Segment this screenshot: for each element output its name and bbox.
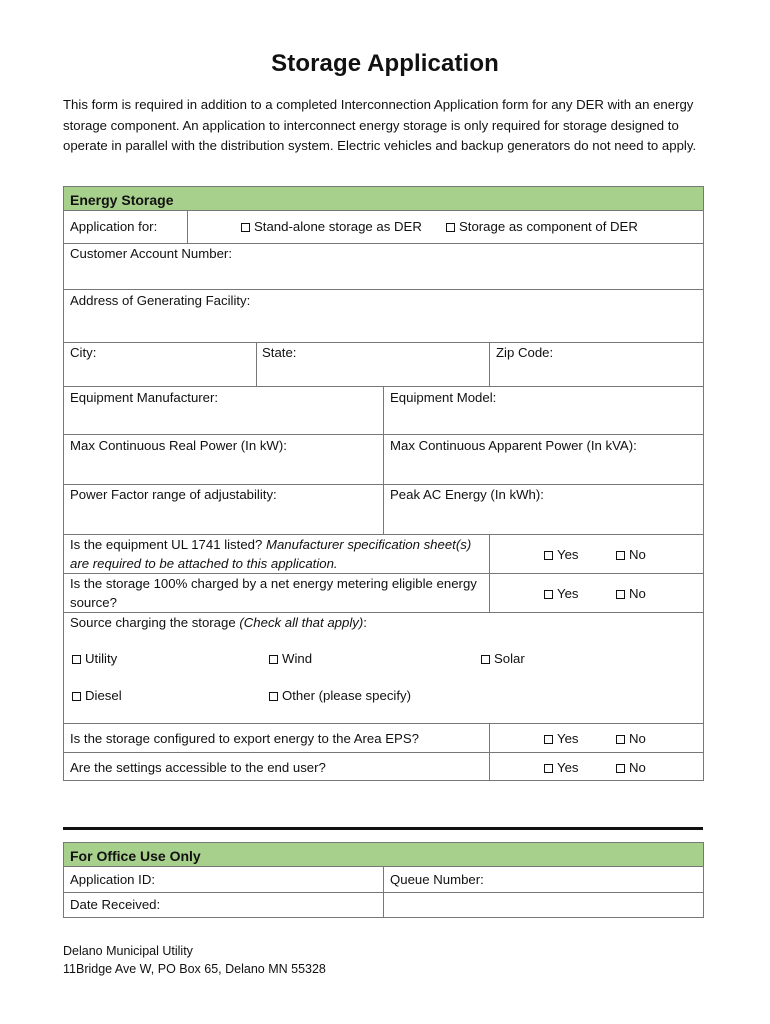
page-title: Storage Application — [271, 50, 499, 77]
source-charging-note: (Check all that apply) — [239, 615, 364, 630]
charged-question: Is the storage 100% charged by a net energy metering eligible energy source? — [70, 576, 477, 610]
diesel-label: Diesel — [85, 688, 122, 703]
settings-yes[interactable] — [544, 760, 579, 775]
solar-checkbox[interactable] — [481, 655, 490, 664]
ul1741-no-checkbox[interactable] — [616, 551, 625, 560]
ul1741-question-text: Is the equipment UL 1741 listed? — [70, 537, 266, 552]
wind-label: Wind — [282, 651, 313, 666]
source-charging-label — [70, 615, 367, 630]
standalone-checkbox[interactable] — [241, 223, 250, 232]
max-apparent-power-field[interactable]: Max Continuous Apparent Power (In kVA): — [390, 438, 637, 453]
source-solar[interactable] — [481, 651, 525, 666]
yes-label: Yes — [557, 586, 579, 601]
source-other[interactable] — [269, 688, 411, 703]
standalone-option[interactable] — [241, 219, 422, 234]
city-field[interactable]: City: — [70, 345, 97, 360]
export-yes[interactable] — [544, 731, 579, 746]
source-utility[interactable] — [72, 651, 117, 666]
ul1741-question — [70, 535, 482, 573]
no-label: No — [629, 760, 646, 775]
ul1741-no[interactable] — [616, 547, 646, 562]
state-field[interactable]: State: — [262, 345, 297, 360]
other-checkbox[interactable] — [269, 692, 278, 701]
solar-label: Solar — [494, 651, 525, 666]
wind-checkbox[interactable] — [269, 655, 278, 664]
component-checkbox[interactable] — [446, 223, 455, 232]
yes-label: Yes — [557, 547, 579, 562]
energy-storage-title: Energy Storage — [70, 192, 174, 208]
date-received-field[interactable]: Date Received: — [70, 897, 161, 912]
ul1741-spec-note: Manufacturer specification sheet(s) are required to be attached to this application. — [70, 537, 472, 571]
model-field[interactable]: Equipment Model: — [390, 390, 497, 405]
footer-address: 11Bridge Ave W, PO Box 65, Delano MN 55328 — [63, 962, 326, 976]
customer-account-field[interactable]: Customer Account Number: — [70, 246, 232, 261]
settings-no[interactable] — [616, 760, 646, 775]
section-divider — [63, 827, 703, 830]
settings-question: Are the settings accessible to the end user? — [70, 760, 326, 775]
footer-utility-name: Delano Municipal Utility — [63, 944, 193, 958]
address-field[interactable]: Address of Generating Facility: — [70, 293, 251, 308]
charged-yes[interactable] — [544, 586, 579, 601]
settings-no-checkbox[interactable] — [616, 764, 625, 773]
yes-label: Yes — [557, 731, 579, 746]
source-charging-colon: : — [363, 615, 367, 630]
manufacturer-field[interactable]: Equipment Manufacturer: — [70, 390, 219, 405]
component-label: Storage as component of DER — [459, 219, 638, 234]
source-diesel[interactable] — [72, 688, 122, 703]
queue-number-field[interactable]: Queue Number: — [390, 872, 484, 887]
max-real-power-field[interactable]: Max Continuous Real Power (In kW): — [70, 438, 287, 453]
power-factor-field[interactable]: Power Factor range of adjustability: — [70, 487, 277, 502]
no-label: No — [629, 731, 646, 746]
source-wind[interactable] — [269, 651, 312, 666]
export-yes-checkbox[interactable] — [544, 735, 553, 744]
application-id-field[interactable]: Application ID: — [70, 872, 156, 887]
zip-field[interactable]: Zip Code: — [496, 345, 554, 360]
charged-no[interactable] — [616, 586, 646, 601]
export-question: Is the storage configured to export energy to the Area EPS? — [70, 731, 419, 746]
settings-yes-checkbox[interactable] — [544, 764, 553, 773]
component-option[interactable] — [446, 219, 638, 234]
diesel-checkbox[interactable] — [72, 692, 81, 701]
application-for-label: Application for: — [70, 219, 158, 234]
charged-yes-checkbox[interactable] — [544, 590, 553, 599]
export-no-checkbox[interactable] — [616, 735, 625, 744]
yes-label: Yes — [557, 760, 579, 775]
charged-no-checkbox[interactable] — [616, 590, 625, 599]
other-label: Other (please specify) — [282, 688, 411, 703]
intro-paragraph: This form is required in addition to a completed Interconnection Application form for any DER with an energy storage component. An application to interconnect energy storage is only required for storage designed to operate in parallel with the distribution system. Electric vehicles and backup generators do not need to apply. — [63, 97, 697, 153]
utility-label: Utility — [85, 651, 118, 666]
source-charging-text: Source charging the storage — [70, 615, 240, 630]
no-label: No — [629, 586, 646, 601]
standalone-label: Stand-alone storage as DER — [254, 219, 422, 234]
peak-ac-energy-field[interactable]: Peak AC Energy (In kWh): — [390, 487, 544, 502]
ul1741-yes[interactable] — [544, 547, 579, 562]
ul1741-yes-checkbox[interactable] — [544, 551, 553, 560]
office-use-title: For Office Use Only — [70, 848, 201, 864]
utility-checkbox[interactable] — [72, 655, 81, 664]
no-label: No — [629, 547, 646, 562]
export-no[interactable] — [616, 731, 646, 746]
